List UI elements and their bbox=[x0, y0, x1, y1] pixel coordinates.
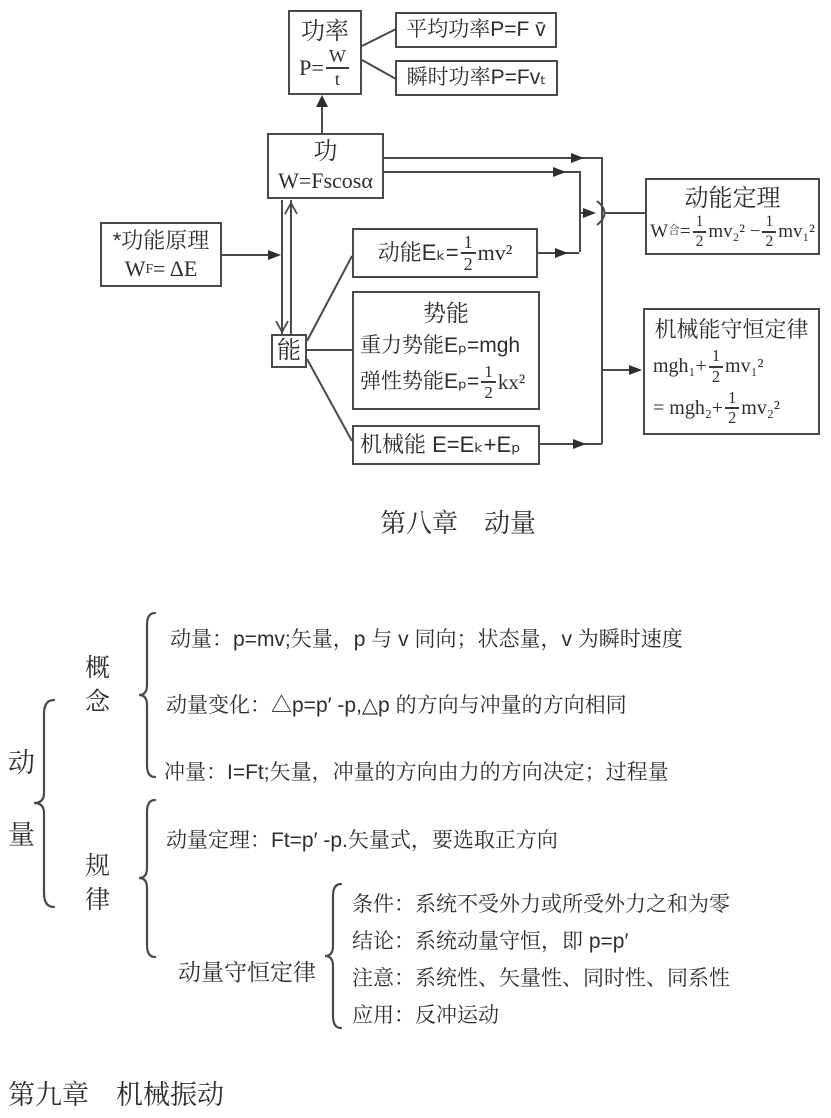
law-char-1: 规 bbox=[85, 852, 111, 880]
conservation-line2-pre: = mgh₂+ bbox=[653, 396, 724, 419]
concept-char-2: 念 bbox=[85, 688, 111, 716]
conservation-fraction-1: $\frac{1}{2}$ bbox=[709, 348, 723, 385]
principle-rest: = ΔE bbox=[153, 255, 198, 281]
elastic-potential-post: kx² bbox=[497, 370, 526, 395]
conservation-application-line: 应用：反冲运动 bbox=[352, 1004, 499, 1027]
elastic-fraction: $\frac{1}{2}$ bbox=[481, 363, 496, 401]
ke-theorem-base: W bbox=[650, 220, 669, 242]
work-box bbox=[267, 133, 384, 199]
law-label bbox=[85, 854, 110, 913]
kinetic-pre: 动能Eₖ= bbox=[377, 240, 459, 266]
brace-concept bbox=[139, 613, 155, 777]
conservation-fraction-2: $\frac{1}{2}$ bbox=[725, 390, 739, 427]
ke-theorem-eq: = bbox=[679, 220, 691, 242]
line-power-to-inst bbox=[362, 60, 396, 79]
ke-theorem-fraction-1: $\frac{1}{2}$ bbox=[693, 214, 707, 249]
potential-energy-box bbox=[352, 291, 540, 410]
momentum-conservation-details bbox=[352, 888, 730, 1029]
momentum-root-char-1: 动 bbox=[8, 748, 35, 778]
law-char-2: 律 bbox=[85, 886, 111, 914]
arrowhead-right-icon bbox=[573, 439, 586, 449]
conservation-caution-line: 注意：系统性、矢量性、同时性、同系性 bbox=[352, 967, 730, 990]
instant-power-text: 瞬时功率P=Fvₜ bbox=[406, 65, 547, 89]
average-power-box bbox=[395, 12, 557, 48]
brace-momentum-root bbox=[34, 700, 54, 907]
arrowhead-right-icon bbox=[629, 365, 642, 375]
concept-char-1: 概 bbox=[85, 654, 111, 682]
potential-title: 势能 bbox=[423, 300, 469, 327]
momentum-root-label bbox=[8, 750, 35, 849]
power-box bbox=[288, 10, 362, 95]
kinetic-fraction: $\frac{1}{2}$ bbox=[461, 233, 476, 273]
kinetic-energy-box bbox=[352, 228, 538, 278]
kinetic-post: mv² bbox=[477, 240, 513, 266]
kinetic-energy-theorem-box bbox=[645, 178, 820, 255]
conservation-condition-line: 条件：系统不受外力或所受外力之和为零 bbox=[352, 893, 730, 916]
energy-box bbox=[271, 334, 307, 368]
momentum-theorem-line: 动量定理：Ft=p′ -p.矢量式，要选取正方向 bbox=[166, 829, 558, 852]
arrowhead-right-icon bbox=[583, 208, 596, 218]
power-title: 功率 bbox=[301, 18, 349, 46]
work-formula: W=Fscosα bbox=[278, 168, 373, 194]
ke-theorem-title: 动能定理 bbox=[684, 184, 781, 212]
power-fraction: $\frac{W}{t}$ bbox=[326, 47, 349, 87]
merge-arc-icon bbox=[597, 201, 605, 225]
conservation-line1-pre: mgh₁+ bbox=[653, 355, 707, 378]
momentum-root-char-2: 量 bbox=[8, 820, 35, 850]
momentum-change-line: 动量变化：△p=p′ -p,△p 的方向与冲量的方向相同 bbox=[166, 694, 627, 717]
work-energy-principle-box bbox=[100, 222, 222, 287]
line-energy-to-mechanical bbox=[307, 359, 352, 441]
line-energy-to-kinetic bbox=[307, 256, 352, 341]
momentum-definition-line: 动量：p=mv;矢量，p 与 v 同向；状态量，v 为瞬时速度 bbox=[170, 628, 683, 651]
ke-theorem-fraction-2: $\frac{1}{2}$ bbox=[762, 214, 776, 249]
ke-theorem-end: mv₁² bbox=[778, 220, 815, 242]
conservation-line2-post: mv₂² bbox=[741, 396, 780, 419]
line-power-to-avg bbox=[362, 29, 396, 46]
chapter-8-heading: 第八章 动量 bbox=[380, 508, 537, 538]
mechanical-energy-conservation-box bbox=[643, 308, 820, 435]
ke-theorem-subscript: 合 bbox=[668, 224, 680, 238]
concept-label bbox=[85, 656, 110, 715]
arrowhead-right-icon bbox=[571, 153, 584, 163]
conservation-title: 机械能守恒定律 bbox=[654, 317, 809, 343]
average-power-text: 平均功率P=F v̄ bbox=[406, 17, 546, 41]
impulse-line: 冲量：I=Ft;矢量，冲量的方向由力的方向决定；过程量 bbox=[164, 761, 669, 784]
arrowhead-right-icon bbox=[555, 248, 568, 258]
ke-theorem-mid: mv₂² − bbox=[708, 220, 761, 242]
mechanical-energy-text: 机械能 E=Eₖ+Eₚ bbox=[360, 432, 521, 458]
gravity-potential-line: 重力势能Eₚ=mgh bbox=[360, 333, 521, 357]
momentum-conservation-label: 动量守恒定律 bbox=[178, 959, 316, 985]
mechanical-energy-box bbox=[352, 425, 540, 465]
principle-title: *功能原理 bbox=[112, 228, 210, 253]
principle-base: W bbox=[124, 255, 146, 281]
arrowhead-right-icon bbox=[553, 167, 566, 177]
conservation-conclusion-line: 结论：系统动量守恒，即 p=p′ bbox=[352, 930, 629, 953]
energy-label: 能 bbox=[277, 337, 301, 364]
chapter-9-heading: 第九章 机械振动 bbox=[8, 1080, 224, 1110]
brace-law bbox=[139, 800, 155, 957]
power-formula-pre: P= bbox=[299, 54, 324, 80]
work-title: 功 bbox=[313, 138, 338, 166]
arrowhead-right-icon bbox=[268, 250, 281, 260]
brace-conservation-law bbox=[325, 884, 341, 1028]
conservation-line1-post: mv₁² bbox=[725, 355, 764, 378]
elastic-potential-pre: 弹性势能Eₚ= bbox=[360, 370, 480, 394]
principle-subscript: F bbox=[145, 260, 154, 276]
arrowhead-up-icon bbox=[316, 95, 328, 107]
instant-power-box bbox=[395, 60, 558, 96]
